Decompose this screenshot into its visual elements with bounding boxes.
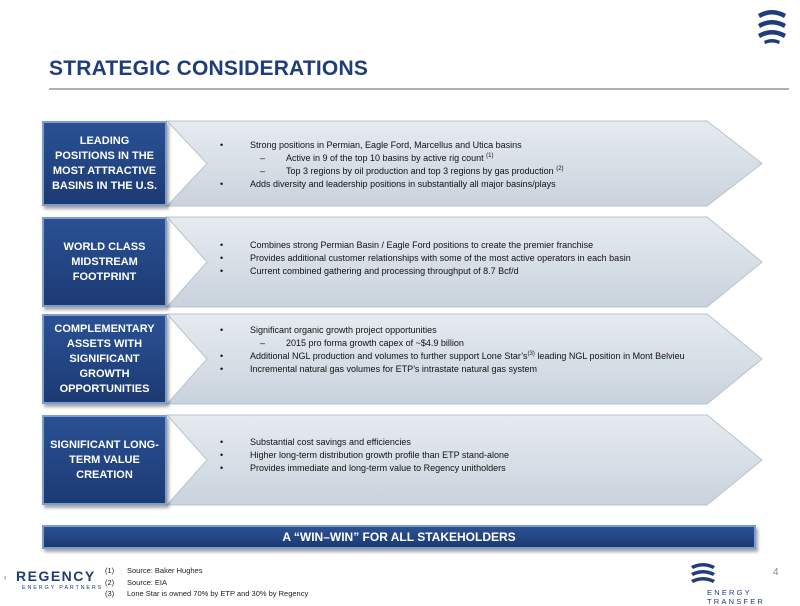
list-item: • Provides immediate and long-term value to Regency unitholders xyxy=(220,463,506,473)
regency-logo-subtext: ENERGY PARTNERS xyxy=(22,585,104,591)
page-title: STRATEGIC CONSIDERATIONS xyxy=(49,57,369,80)
stakeholders-banner: A “WIN–WIN” FOR ALL STAKEHOLDERS xyxy=(42,525,756,549)
consideration-row-2 xyxy=(42,217,762,307)
energy-transfer-logo-text: ENERGY TRANSFER xyxy=(707,588,766,606)
footnotes xyxy=(105,565,308,600)
energy-transfer-logo-icon xyxy=(754,8,790,48)
list-item: • Strong positions in Permian, Eagle Ford, Marcellus and Utica basins xyxy=(220,140,522,150)
list-item: • Provides additional customer relationships with some of the most active operators in each basin xyxy=(220,253,631,263)
bullet-list xyxy=(220,436,730,475)
list-item: • Additional NGL production and volumes to further support Lone $Star’s^{(3)}$ leading NGL position in Mont Belvieu xyxy=(220,351,685,361)
list-item: • Substantial cost savings and efficiencies xyxy=(220,437,411,447)
bullet-list xyxy=(220,139,730,191)
footnote: (1) Source: Baker Hughes xyxy=(105,566,203,575)
list-item: • Current combined gathering and processing throughput of 8.7 Bcf/d xyxy=(220,266,519,276)
page-number: 4 xyxy=(773,567,779,578)
consideration-row-4 xyxy=(42,415,762,505)
list-item: • Adds diversity and leadership positions in substantially all major basins/plays xyxy=(220,179,556,189)
row-heading-box: SIGNIFICANT LONG-TERM VALUE CREATION xyxy=(42,415,167,505)
list-item: • Higher long-term distribution growth profile than ETP stand-alone xyxy=(220,450,509,460)
list-item: • Significant organic growth project opportunities xyxy=(220,325,437,335)
list-item: – Active in 9 of the top 10 basins by active rig count $^{(1)}$ xyxy=(260,153,494,163)
list-item: – 2015 pro forma growth capex of ~$4.9 billion xyxy=(260,338,464,348)
list-item: • Combines strong Permian Basin / Eagle Ford positions to create the premier franchise xyxy=(220,240,594,250)
footnote: (3) Lone Star is owned 70% by ETP and 30% by Regency xyxy=(105,589,309,598)
consideration-row-3 xyxy=(42,314,762,404)
list-item: – Top 3 regions by oil production and top 3 regions by gas production $^{(2)}$ xyxy=(260,166,564,176)
bullet-list xyxy=(220,239,730,278)
title-divider xyxy=(49,88,789,90)
list-item: • Incremental natural gas volumes for ETP’s intrastate natural gas system xyxy=(220,364,537,374)
energy-transfer-mark-icon xyxy=(688,562,718,588)
consideration-row-1 xyxy=(42,121,762,206)
regency-logo-text: REGENCY xyxy=(16,568,96,584)
row-heading-box: COMPLEMENTARY ASSETS WITH SIGNIFICANT GROWTH OPPORTUNITIES xyxy=(42,314,167,404)
bullet-list xyxy=(220,324,730,376)
row-heading-box: LEADING POSITIONS IN THE MOST ATTRACTIVE BASINS IN THE U.S. xyxy=(42,121,167,206)
row-heading-box: WORLD CLASS MIDSTREAM FOOTPRINT xyxy=(42,217,167,307)
footnote: (2) Source: EIA xyxy=(105,577,168,587)
